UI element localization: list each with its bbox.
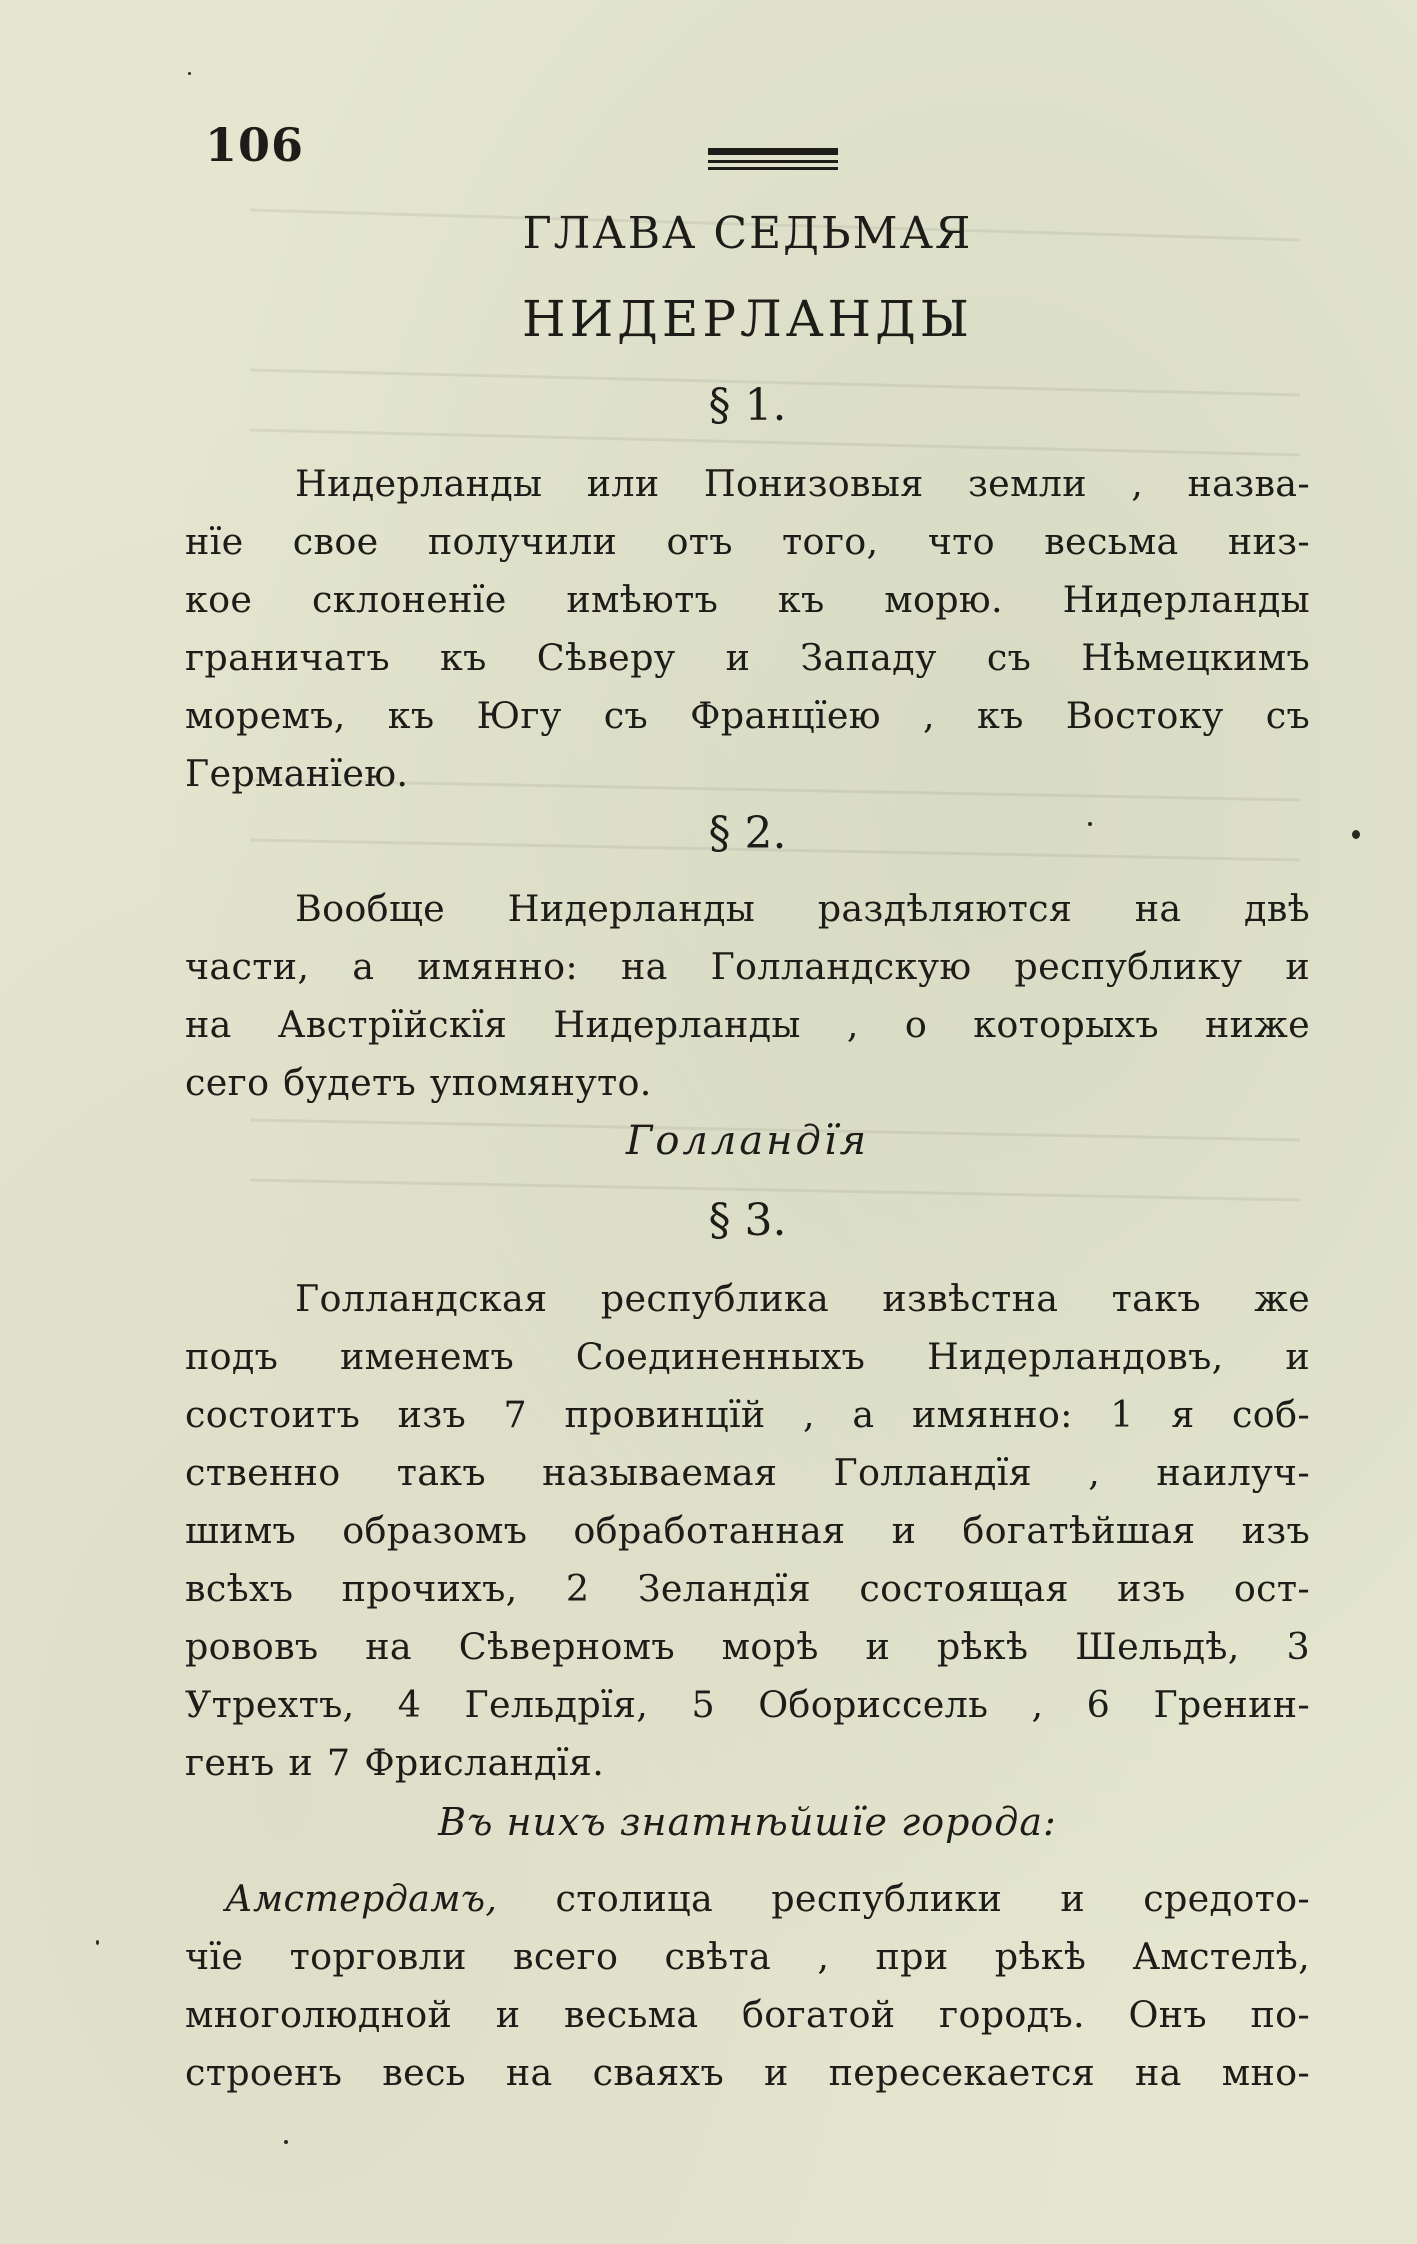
paper-speck [1088, 822, 1092, 826]
holland-heading: Голландїя [625, 1118, 870, 1164]
paragraph-line: Нидерланды или Понизовыя земли , назва- [295, 462, 1310, 505]
paragraph-line: подъ именемъ Соединенныхъ Нидерландовъ, и [185, 1335, 1310, 1378]
paragraph-line: на Австрїйскїя Нидерланды , о которыхъ ниже [185, 1003, 1310, 1046]
paragraph-line: части, а имянно: на Голландскую республику и [185, 945, 1310, 988]
country-title: НИДЕРЛАНДЫ [521, 290, 974, 348]
city-name-amsterdam: Амстердамъ, [225, 1877, 498, 1920]
section-1-paragraph [185, 455, 1310, 803]
section-3-paragraph [185, 1270, 1310, 1792]
paragraph-line: Германїею. [185, 752, 409, 795]
paper-speck [1352, 830, 1360, 839]
paragraph-line: моремъ, къ Югу съ Францїею , къ Востоку съ [185, 694, 1310, 737]
chapter-title: ГЛАВА СЕДЬМАЯ [522, 208, 973, 259]
paragraph-line: всѣхъ прочихъ, 2 Зеландїя состоящая изъ ост- [185, 1567, 1310, 1610]
paragraph-line: строенъ весь на сваяхъ и пересекается на мно- [185, 2051, 1310, 2094]
section-3-mark: § 3. [708, 1195, 787, 1246]
paragraph-line: кое склоненїе имѣютъ къ морю. Нидерланды [185, 578, 1310, 621]
paragraph-line: Вообще Нидерланды раздѣляются на двѣ [295, 887, 1310, 930]
section-2-mark: § 2. [708, 808, 787, 859]
paper-speck [188, 72, 191, 75]
paragraph-line: генъ и 7 Фрисландїя. [185, 1741, 605, 1784]
paragraph-line: чїе торговли всего свѣта , при рѣкѣ Амстелѣ, [185, 1935, 1310, 1978]
paragraph-line: шимъ образомъ обработанная и богатѣйшая изъ [185, 1509, 1310, 1552]
paragraph-line: граничатъ къ Сѣверу и Западу съ Нѣмецкимъ [185, 636, 1310, 679]
paragraph-line: ственно такъ называемая Голландїя , наилуч- [185, 1451, 1310, 1494]
section-1-mark: § 1. [708, 380, 787, 431]
amsterdam-paragraph [185, 1870, 1310, 2102]
page-number: 106 [205, 118, 305, 172]
double-rule-ornament [708, 148, 838, 174]
paragraph-line: сего будетъ упомянуто. [185, 1061, 652, 1104]
paragraph-line: нїе свое получили отъ того, что весьма низ- [185, 520, 1310, 563]
cities-heading: Въ нихъ знатнѣйшїе города: [438, 1800, 1057, 1844]
paper-speck [284, 2140, 288, 2144]
paragraph-line: состоитъ изъ 7 провинцїй , а имянно: 1 я соб- [185, 1393, 1310, 1436]
section-2-paragraph [185, 880, 1310, 1112]
paper-speck [96, 1940, 99, 1945]
paragraph-line: многолюдной и весьма богатой городъ. Онъ по- [185, 1993, 1310, 2036]
paragraph-line: Утрехтъ, 4 Гельдрїя, 5 Обориссель , 6 Гренин- [185, 1683, 1310, 1726]
paragraph-line: Амстердамъ, столица республики и средото- [225, 1877, 1310, 1920]
paragraph-line: Голландская республика извѣстна такъ же [295, 1277, 1310, 1320]
paragraph-line: рововъ на Сѣверномъ морѣ и рѣкѣ Шельдѣ, 3 [185, 1625, 1310, 1668]
